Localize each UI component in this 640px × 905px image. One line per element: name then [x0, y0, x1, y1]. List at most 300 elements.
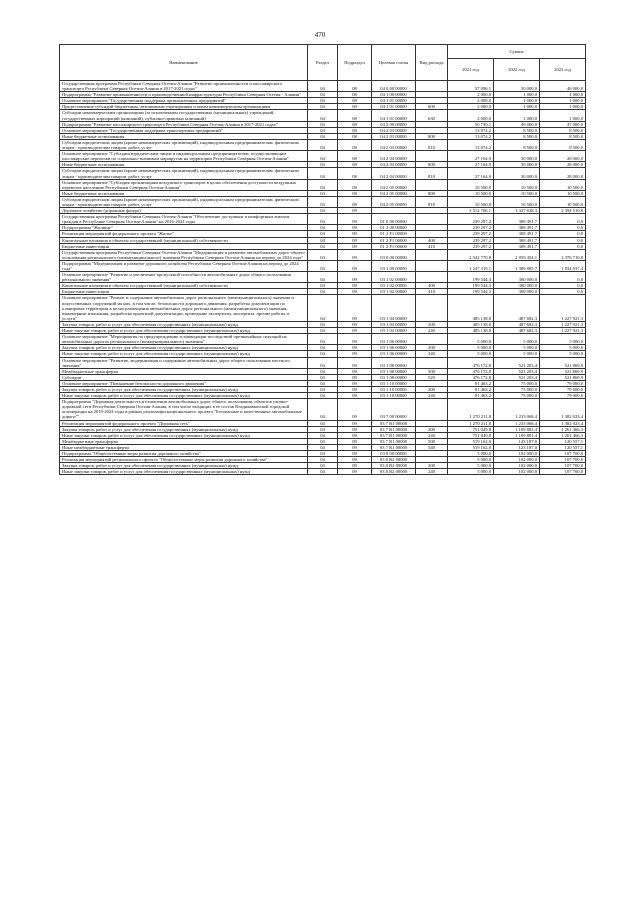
row-amount-2021: 2 542 770,8: [448, 249, 494, 260]
row-subsection: 09: [338, 260, 372, 271]
row-amount-2021: 519 162,0: [448, 444, 494, 450]
row-amount-2022: 308 491,7: [494, 237, 540, 243]
row-amount-2023: 1 000,0: [540, 92, 586, 98]
row-expense-type: 240: [416, 469, 448, 475]
row-section: 04: [308, 345, 338, 351]
row-subsection: 09: [338, 283, 372, 289]
row-subsection: 08: [338, 168, 372, 179]
row-subsection: 08: [338, 81, 372, 92]
row-subsection: 09: [338, 334, 372, 345]
row-name: Субсидии юридическим лицам (кроме некоммерческих организаций), индивидуальным предпринимателям, физическим лицам - производителям товаров, работ, услуг: [60, 196, 308, 207]
row-amount-2022: 1 233 068,4: [494, 420, 540, 426]
row-name: Иные бюджетные ассигнования: [60, 162, 308, 168]
row-amount-2022: 1 109 881,4: [494, 426, 540, 432]
row-subsection: 08: [338, 104, 372, 110]
row-target: 04 2 03 00000: [372, 127, 416, 133]
row-amount-2022: 75 000,0: [494, 380, 540, 386]
row-amount-2022: 1 389 885,7: [494, 260, 540, 271]
row-amount-2021: 5 000,0: [448, 457, 494, 463]
row-section: 04: [308, 162, 338, 168]
row-amount-2023: 8 500,0: [540, 133, 586, 139]
row-amount-2023: 46 000,0: [540, 81, 586, 92]
row-expense-type: [416, 249, 448, 260]
row-name: Государственная программа Республики Северная Осетия-Алания "Обеспечение доступным и комфортным жильем граждан в Республике Северная Осетия-Алания" на 2016-2024 годы: [60, 214, 308, 225]
row-expense-type: 200: [416, 345, 448, 351]
row-subsection: 09: [338, 237, 372, 243]
row-name: Основное мероприятие "Мероприятия по предупреждению и ликвидации последствий чрезвычайных ситуаций на автомобильных дорогах регионального (межмуниципального) значения": [60, 334, 308, 345]
row-section: 04: [308, 438, 338, 444]
header-section: Раздел: [308, 45, 338, 81]
header-sums: Суммы: [448, 45, 586, 59]
row-expense-type: 810: [416, 168, 448, 179]
row-amount-2023: 0,0: [540, 243, 586, 249]
row-amount-2021: 485 138,8: [448, 295, 494, 321]
row-expense-type: [416, 81, 448, 92]
header-subsection: Подраздел: [338, 45, 372, 81]
row-section: 04: [308, 110, 338, 121]
row-amount-2021: 81 463,2: [448, 386, 494, 392]
row-amount-2023: 1 382 023,4: [540, 420, 586, 426]
row-expense-type: 600: [416, 104, 448, 110]
row-target: 01 2 F1 00000: [372, 231, 416, 237]
row-expense-type: 630: [416, 110, 448, 121]
row-amount-2023: 0,0: [540, 237, 586, 243]
row-subsection: 09: [338, 231, 372, 237]
row-amount-2022: 1 000,0: [494, 92, 540, 98]
row-section: 04: [308, 357, 338, 368]
row-target: 03 7 R1 00000: [372, 426, 416, 432]
table-row: [60, 214, 586, 225]
row-name: Субсидии юридическим лицам (кроме некоммерческих организаций), индивидуальным предпринимателям, физическим лицам - производителям товаров, работ, услуг: [60, 139, 308, 150]
row-amount-2021: 239 297,2: [448, 243, 494, 249]
row-target: 03 8 00 00000: [372, 451, 416, 457]
row-amount-2022: 75 000,0: [494, 393, 540, 399]
row-amount-2021: 476 172,8: [448, 368, 494, 374]
row-section: 04: [308, 151, 338, 162]
row-section: 04: [308, 393, 338, 399]
row-subsection: 09: [338, 374, 372, 380]
row-target: 03 1 02 00000: [372, 272, 416, 283]
row-name: Закупка товаров, работ и услуг для обеспечения государственных (муниципальных) нужд: [60, 463, 308, 469]
row-target: 03 1 08 00000: [372, 368, 416, 374]
row-name: Бюджетные инвестиции: [60, 289, 308, 295]
row-subsection: 09: [338, 295, 372, 321]
row-section: 04: [308, 214, 338, 225]
row-amount-2022: 5 000,0: [494, 334, 540, 345]
row-amount-2023: 521 869,9: [540, 357, 586, 368]
table-body: [60, 81, 586, 475]
row-subsection: 09: [338, 432, 372, 438]
row-section: 04: [308, 190, 338, 196]
row-amount-2023: 1 261 466,3: [540, 426, 586, 432]
row-target: 03 1 08 00000: [372, 357, 416, 368]
row-section: 04: [308, 139, 338, 150]
row-amount-2021: 5 000,0: [448, 463, 494, 469]
row-amount-2023: 0,0: [540, 272, 586, 283]
row-amount-2023: 0,0: [540, 231, 586, 237]
row-amount-2023: 1 227 921,3: [540, 321, 586, 327]
row-amount-2023: 2 376 710,8: [540, 249, 586, 260]
row-name: Основное мероприятие "Развитие и увеличение пропускной способности автомобильных дорог общего пользования регионального значения": [60, 272, 308, 283]
row-subsection: 09: [338, 328, 372, 334]
row-amount-2023: 0,0: [540, 283, 586, 289]
row-amount-2022: 1 000,0: [494, 104, 540, 110]
row-amount-2023: 28 000,0: [540, 151, 586, 162]
row-name: Субсидии юридическим лицам (кроме некоммерческих организаций), индивидуальным предпринимателям, физическим лицам - производителям товаров, работ, услуг: [60, 168, 308, 179]
row-amount-2021: 5 000,0: [448, 469, 494, 475]
row-amount-2023: 120 557,1: [540, 444, 586, 450]
row-amount-2023: 10 500,0: [540, 196, 586, 207]
row-name: Иные закупки товаров, работ и услуг для обеспечения государственных (муниципальных) нужд: [60, 469, 308, 475]
row-target: 04 2 04 00000: [372, 168, 416, 179]
row-amount-2022: 102 000,0: [494, 457, 540, 463]
row-expense-type: 810: [416, 139, 448, 150]
row-amount-2022: 521 203,4: [494, 374, 540, 380]
header-target: Целевая статья: [372, 45, 416, 81]
row-expense-type: 520: [416, 374, 448, 380]
row-subsection: 09: [338, 368, 372, 374]
row-name: Основное мероприятие "Повышение безопасности дорожного движения": [60, 380, 308, 386]
row-target: 03 1 10 00000: [372, 393, 416, 399]
row-section: 04: [308, 399, 338, 420]
row-amount-2023: 28 000,0: [540, 168, 586, 179]
row-target: 03 7 R1 00000: [372, 420, 416, 426]
row-target: 04 1 01 00000: [372, 110, 416, 121]
row-expense-type: 240: [416, 432, 448, 438]
row-expense-type: 200: [416, 321, 448, 327]
row-amount-2022: 487 682,3: [494, 295, 540, 321]
row-amount-2022: 102 000,0: [494, 469, 540, 475]
row-amount-2021: 239 297,2: [448, 231, 494, 237]
row-section: 04: [308, 432, 338, 438]
row-amount-2023: 2 394 510,8: [540, 208, 586, 214]
row-amount-2021: 1 270 211,8: [448, 399, 494, 420]
row-name: Закупка товаров, работ и услуг для обеспечения государственных (муниципальных) нужд: [60, 345, 308, 351]
row-amount-2022: 308 491,7: [494, 231, 540, 237]
row-amount-2022: 75 000,0: [494, 386, 540, 392]
row-amount-2021: 1 270 211,8: [448, 420, 494, 426]
row-amount-2022: 1 233 068,4: [494, 399, 540, 420]
row-expense-type: [416, 334, 448, 345]
row-amount-2023: 107 700,0: [540, 463, 586, 469]
row-amount-2022: 30 000,0: [494, 162, 540, 168]
row-amount-2023: 0,0: [540, 214, 586, 225]
row-subsection: 09: [338, 399, 372, 420]
row-name: Капитальные вложения в объекты государственной (муниципальной) собственности: [60, 283, 308, 289]
row-section: 04: [308, 351, 338, 357]
row-target: 04 2 00 00000: [372, 121, 416, 127]
row-amount-2022: 30 000,0: [494, 168, 540, 179]
row-amount-2021: 1 247 319,1: [448, 260, 494, 271]
row-amount-2021: 81 463,2: [448, 380, 494, 386]
row-section: 04: [308, 289, 338, 295]
row-amount-2023: 1 382 023,4: [540, 399, 586, 420]
row-section: 04: [308, 272, 338, 283]
row-amount-2023: 107 700,0: [540, 451, 586, 457]
row-amount-2022: 8 500,0: [494, 127, 540, 133]
row-amount-2021: 50 739,1: [448, 121, 494, 127]
row-subsection: 09: [338, 208, 372, 214]
row-name: Бюджетные инвестиции: [60, 243, 308, 249]
row-amount-2022: 50 000,0: [494, 81, 540, 92]
row-section: 04: [308, 249, 338, 260]
row-subsection: 09: [338, 272, 372, 283]
row-amount-2022: 1 000,0: [494, 98, 540, 104]
table-row: [60, 249, 586, 260]
row-target: 04 0 00 00000: [372, 81, 416, 92]
table-row: [60, 357, 586, 368]
row-expense-type: [416, 272, 448, 283]
row-amount-2021: 476 172,8: [448, 357, 494, 368]
row-target: 03 1 04 00000: [372, 321, 416, 327]
row-section: 04: [308, 328, 338, 334]
row-subsection: 09: [338, 420, 372, 426]
row-section: 04: [308, 225, 338, 231]
row-subsection: 08: [338, 121, 372, 127]
row-target: 03 7 R1 00000: [372, 432, 416, 438]
row-name: Реализация мероприятий федерального проекта "Дорожная сеть": [60, 420, 308, 426]
row-amount-2021: 5 000,0: [448, 451, 494, 457]
row-amount-2023: 0,0: [540, 225, 586, 231]
row-target: 03 1 10 00000: [372, 386, 416, 392]
row-expense-type: [416, 399, 448, 420]
row-amount-2022: 308 491,7: [494, 243, 540, 249]
row-amount-2022: 300 000,0: [494, 289, 540, 295]
table-row: [60, 139, 586, 150]
row-name: Государственная программа Республики Северная Осетия-Алания "Развитие промышленности и пассажирского транспорта Республики Северная Осетия-Алания в 2017-2021 годах": [60, 81, 308, 92]
row-amount-2022: 487 682,3: [494, 328, 540, 334]
row-amount-2023: 521 869,9: [540, 374, 586, 380]
row-subsection: 09: [338, 321, 372, 327]
row-expense-type: [416, 260, 448, 271]
row-amount-2023: 107 700,0: [540, 469, 586, 475]
row-expense-type: 200: [416, 426, 448, 432]
row-target: 01 2 00 00000: [372, 225, 416, 231]
row-amount-2022: 521 203,4: [494, 357, 540, 368]
table-row: [60, 295, 586, 321]
row-name: Капитальные вложения в объекты государственной (муниципальной) собственности: [60, 237, 308, 243]
row-target: 04 2 05 00000: [372, 179, 416, 190]
table-row: [60, 196, 586, 207]
row-target: 03 0 00 00000: [372, 249, 416, 260]
row-amount-2022: 102 000,0: [494, 463, 540, 469]
row-subsection: 08: [338, 190, 372, 196]
row-target: 03 1 10 00000: [372, 380, 416, 386]
row-amount-2021: 5 000,0: [448, 345, 494, 351]
page-number: 470: [314, 31, 326, 39]
row-subsection: 08: [338, 127, 372, 133]
header-expense-type: Вид расхода: [416, 45, 448, 81]
row-amount-2023: 1 834 937,4: [540, 260, 586, 271]
row-target: 03 8 R2 00000: [372, 469, 416, 475]
header-name: Наименование: [60, 45, 308, 81]
row-amount-2021: 3 512 706,1: [448, 208, 494, 214]
row-target: 04 2 05 00000: [372, 190, 416, 196]
row-amount-2022: 102 000,0: [494, 451, 540, 457]
row-amount-2021: 2 000,0: [448, 92, 494, 98]
row-expense-type: 240: [416, 393, 448, 399]
table-header: [60, 45, 586, 81]
row-section: 04: [308, 179, 338, 190]
row-subsection: 08: [338, 110, 372, 121]
row-expense-type: 240: [416, 351, 448, 357]
row-name: Реализация мероприятий федерального проекта "Жилье": [60, 231, 308, 237]
row-name: Межбюджетные трансферты: [60, 438, 308, 444]
row-amount-2022: 49 000,0: [494, 121, 540, 127]
row-amount-2022: 2 059 454,1: [494, 249, 540, 260]
row-expense-type: 810: [416, 196, 448, 207]
row-amount-2022: 30 000,0: [494, 151, 540, 162]
row-amount-2022: 521 203,4: [494, 368, 540, 374]
row-amount-2021: 519 162,0: [448, 438, 494, 444]
row-name: Иные закупки товаров, работ и услуг для обеспечения государственных (муниципальных) нужд: [60, 432, 308, 438]
row-section: 04: [308, 469, 338, 475]
row-name: Закупка товаров, работ и услуг для обеспечения государственных (муниципальных) нужд: [60, 426, 308, 432]
row-target: 04 1 01 00000: [372, 104, 416, 110]
row-name: Основное мероприятие "Развитие, модернизация и содержание автомобильных дорог общего пользования местного значения": [60, 357, 308, 368]
row-name: Основное мероприятие "Ремонт и содержание автомобильных дорог регионального (межмуниципального) значения и искусственных сооружений на них, в том числе, безопасности дорожного движения, разработка документации по планировке территории в целях размещения автомобильных дорог регионального (межмуниципального) значения, инженерные изыскания, разработка проектной документации, проведение экспертизы, экспертиза, прочие работы и услуги": [60, 295, 308, 321]
row-name: Подпрограмма "Дорожная деятельность в отношении автомобильных дорог общего пользования, объектов улично-дорожной сети Республики Северная Осетия-Алания, в том числе входящих в её состав Владикавказской городской агломерации на 2019-2024 годы в рамках реализации национального проекта "Безопасные и качественные автомобильные дороги"": [60, 399, 308, 420]
row-amount-2022: 308 491,7: [494, 214, 540, 225]
row-amount-2021: 199 544,3: [448, 289, 494, 295]
row-amount-2021: 485 138,8: [448, 321, 494, 327]
row-section: 04: [308, 260, 338, 271]
table-row: [60, 334, 586, 345]
row-section: 04: [308, 457, 338, 463]
row-name: Реализация мероприятий регионального проекта "Общесистемные меры развития дорожного хозяйства": [60, 457, 308, 463]
row-section: 04: [308, 420, 338, 426]
row-amount-2023: 1 261 466,3: [540, 432, 586, 438]
row-name: Основное мероприятие "Субсидия организациям воздушного транспорта в целях обеспечения доступности воздушных перевозок населению Республики Северная Осетия-Алания": [60, 179, 308, 190]
row-subsection: 09: [338, 351, 372, 357]
row-section: 04: [308, 368, 338, 374]
row-amount-2023: 8 500,0: [540, 127, 586, 133]
row-section: 04: [308, 444, 338, 450]
row-section: 04: [308, 283, 338, 289]
row-name: Субсидии: [60, 374, 308, 380]
row-subsection: 08: [338, 179, 372, 190]
row-target: 03 1 02 00000: [372, 289, 416, 295]
row-amount-2021: 485 138,8: [448, 328, 494, 334]
row-amount-2022: 487 682,3: [494, 321, 540, 327]
row-subsection: 08: [338, 92, 372, 98]
row-section: 04: [308, 380, 338, 386]
row-amount-2021: 751 049,8: [448, 426, 494, 432]
row-amount-2021: 239 297,2: [448, 214, 494, 225]
table-row: [60, 469, 586, 475]
row-name: Подпрограмма "Модернизация и развитие дорожного хозяйства Республики Северная Осетия-Алания на период до 2024 года": [60, 260, 308, 271]
row-expense-type: 500: [416, 368, 448, 374]
row-section: 04: [308, 463, 338, 469]
row-target: 03 1 00 00000: [372, 260, 416, 271]
row-section: 04: [308, 127, 338, 133]
row-expense-type: 400: [416, 237, 448, 243]
row-expense-type: 800: [416, 133, 448, 139]
row-target: 01 2 F1 00000: [372, 237, 416, 243]
row-name: Иные бюджетные ассигнования: [60, 190, 308, 196]
row-amount-2021: 27 164,9: [448, 168, 494, 179]
row-expense-type: 410: [416, 289, 448, 295]
row-name: Иные закупки товаров, работ и услуг для обеспечения государственных (муниципальных) нужд: [60, 393, 308, 399]
row-amount-2021: 2 000,0: [448, 104, 494, 110]
row-amount-2023: 5 000,0: [540, 334, 586, 345]
row-name: Иные межбюджетные трансферты: [60, 444, 308, 450]
table-row: [60, 179, 586, 190]
row-section: 04: [308, 104, 338, 110]
row-subsection: 08: [338, 196, 372, 207]
row-amount-2023: 79 000,0: [540, 380, 586, 386]
row-expense-type: 410: [416, 243, 448, 249]
row-expense-type: 540: [416, 444, 448, 450]
row-target: 01 2 F1 00000: [372, 243, 416, 249]
row-amount-2022: 123 187,0: [494, 438, 540, 444]
row-amount-2022: 5 000,0: [494, 345, 540, 351]
row-amount-2023: 8 500,0: [540, 139, 586, 150]
row-name: Основное мероприятие "Государственная поддержка промышленных предприятий": [60, 98, 308, 104]
row-amount-2022: 5 000,0: [494, 351, 540, 357]
row-expense-type: 200: [416, 386, 448, 392]
row-amount-2021: 199 544,3: [448, 272, 494, 283]
row-expense-type: [416, 151, 448, 162]
row-amount-2021: 5 000,0: [448, 334, 494, 345]
row-name: Иные бюджетные ассигнования: [60, 133, 308, 139]
row-section: 04: [308, 208, 338, 214]
row-name: Межбюджетные трансферты: [60, 368, 308, 374]
row-amount-2021: 13 074,2: [448, 133, 494, 139]
row-section: 04: [308, 334, 338, 345]
table-row: [60, 399, 586, 420]
row-amount-2021: 239 297,2: [448, 225, 494, 231]
row-amount-2021: 57 096,1: [448, 81, 494, 92]
row-subsection: 09: [338, 386, 372, 392]
row-amount-2023: 1 000,0: [540, 110, 586, 121]
row-subsection: 09: [338, 444, 372, 450]
row-target: 03 1 02 00000: [372, 283, 416, 289]
row-name: Закупка товаров, работ и услуг для обеспечения государственных (муниципальных) нужд: [60, 386, 308, 392]
row-amount-2022: 3 337 638,3: [494, 208, 540, 214]
row-section: 04: [308, 295, 338, 321]
row-amount-2022: 1 000,0: [494, 110, 540, 121]
table-row: [60, 260, 586, 271]
row-subsection: 09: [338, 345, 372, 351]
row-section: 04: [308, 133, 338, 139]
row-subsection: 08: [338, 162, 372, 168]
row-amount-2021: 2 000,0: [448, 98, 494, 104]
row-amount-2022: 10 500,0: [494, 196, 540, 207]
row-subsection: 09: [338, 289, 372, 295]
row-name: Дорожное хозяйство (дорожные фонды): [60, 208, 308, 214]
row-section: 04: [308, 81, 338, 92]
table-row: [60, 272, 586, 283]
header-year-2022: 2022 год: [494, 59, 540, 81]
row-target: 01 0 00 00000: [372, 214, 416, 225]
row-section: 04: [308, 321, 338, 327]
row-amount-2021: 13 074,2: [448, 127, 494, 133]
row-name: Подпрограмма "Жилище": [60, 225, 308, 231]
row-amount-2023: 5 000,0: [540, 351, 586, 357]
row-amount-2022: 300 000,0: [494, 272, 540, 283]
row-target: 03 7 R1 00000: [372, 444, 416, 450]
row-subsection: 09: [338, 249, 372, 260]
row-subsection: 09: [338, 357, 372, 368]
row-amount-2023: 120 557,1: [540, 438, 586, 444]
row-section: 04: [308, 168, 338, 179]
row-name: Иные закупки товаров, работ и услуг для обеспечения государственных (муниципальных) нужд: [60, 328, 308, 334]
row-subsection: 09: [338, 225, 372, 231]
row-expense-type: 800: [416, 190, 448, 196]
table-row: [60, 168, 586, 179]
row-subsection: 09: [338, 214, 372, 225]
